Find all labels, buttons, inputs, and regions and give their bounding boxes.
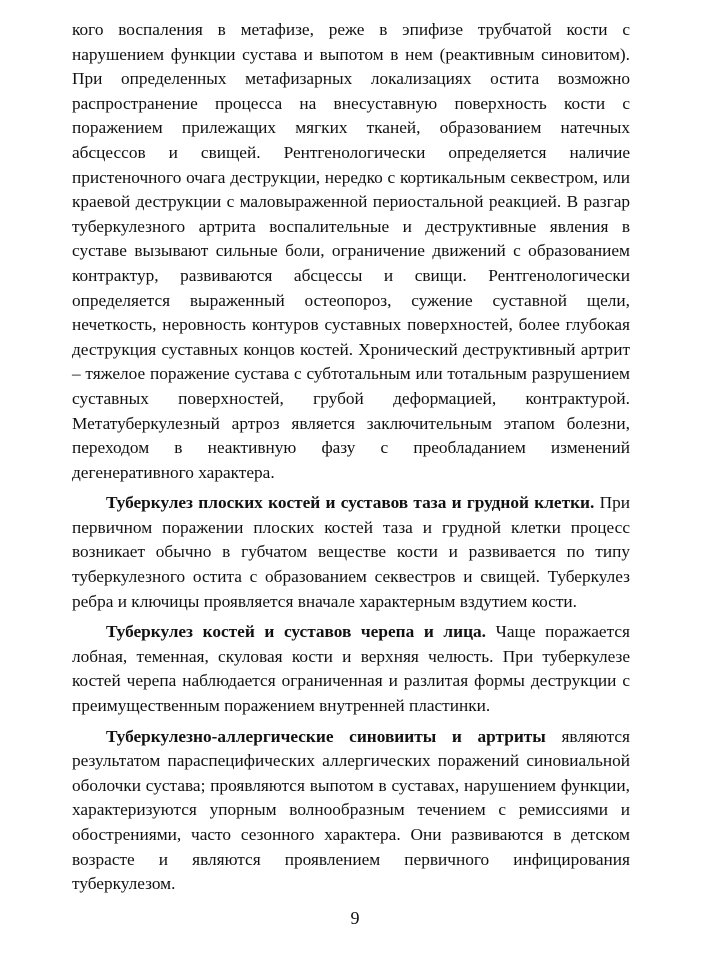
paragraph-1-text: кого воспаления в метафизе, реже в эпифизе трубчатой кости с нарушением функции сустава и выпотом в нем (реактивным синовитом). При определенных метафизарных локализациях остита возможно распространение процесса на внесуставную поверхность кости с поражением прилежащих мягких тканей, образованием натечных абсцессов и свищей. Рентгенологически определяется наличие пристеночного очага деструкции, нередко с кортикальным секвестром, или краевой деструкции с маловыраженной периостальной реакцией. В разгар туберкулезного артрита воспалительные и деструктивные явления в суставе вызывают сильные боли, ограничение движений с образованием контрактур, развиваются абсцессы и свищи. Рентгенологически определяется выраженный остеопороз, сужение суставной щели, нечеткость, неровность контуров суставных поверхностей, более глубокая деструкция суставных концов костей. Хронический деструктивный артрит – тяжелое поражение сустава с субтотальным или тотальным разрушением суставных поверхностей, грубой деформацией, контрактурой. Метатуберкулезный артроз является заключительным этапом болезни, переходом в неактивную фазу с преобладанием изменений дегенеративного характера.	[72, 20, 630, 482]
paragraph-2-heading: Туберкулез плоских костей и суставов таза и грудной клетки.	[106, 493, 595, 513]
paragraph-3-heading: Туберкулез костей и суставов черепа и лица.	[106, 622, 486, 642]
document-page	[72, 18, 630, 897]
paragraph-2	[72, 491, 630, 614]
paragraph-4-text: являются результатом параспецифических аллергических поражений синовиальной оболочки сустава; проявляются выпотом в суставах, нарушением функции, характеризуются упорным волнообразным течением с ремиссиями и обострениями, часто сезонного характера. Они развиваются в детском возрасте и являются проявлением первичного инфицирования туберкулезом.	[72, 726, 630, 894]
paragraph-3	[72, 620, 630, 718]
paragraph-4	[72, 725, 630, 897]
paragraph-4-heading: Туберкулезно-аллергические синовииты и артриты	[106, 726, 546, 746]
page-number: 9	[350, 908, 360, 928]
paragraph-2-text: При первичном поражении плоских костей таза и грудной клетки процесс возникает обычно в губчатом веществе кости и развивается по типу туберкулезного остита с образованием секвестров и свищей. Туберкулез ребра и ключицы проявляется вначале характерным вздутием кости.	[72, 493, 630, 611]
paragraph-3-text: Чаще поражается лобная, теменная, скуловая кости и верхняя челюсть. При туберкулезе костей черепа наблюдается ограниченная и разлитая формы деструкции с преимущественным поражением внутренней пластинки.	[72, 622, 630, 716]
paragraph-1	[72, 18, 630, 485]
